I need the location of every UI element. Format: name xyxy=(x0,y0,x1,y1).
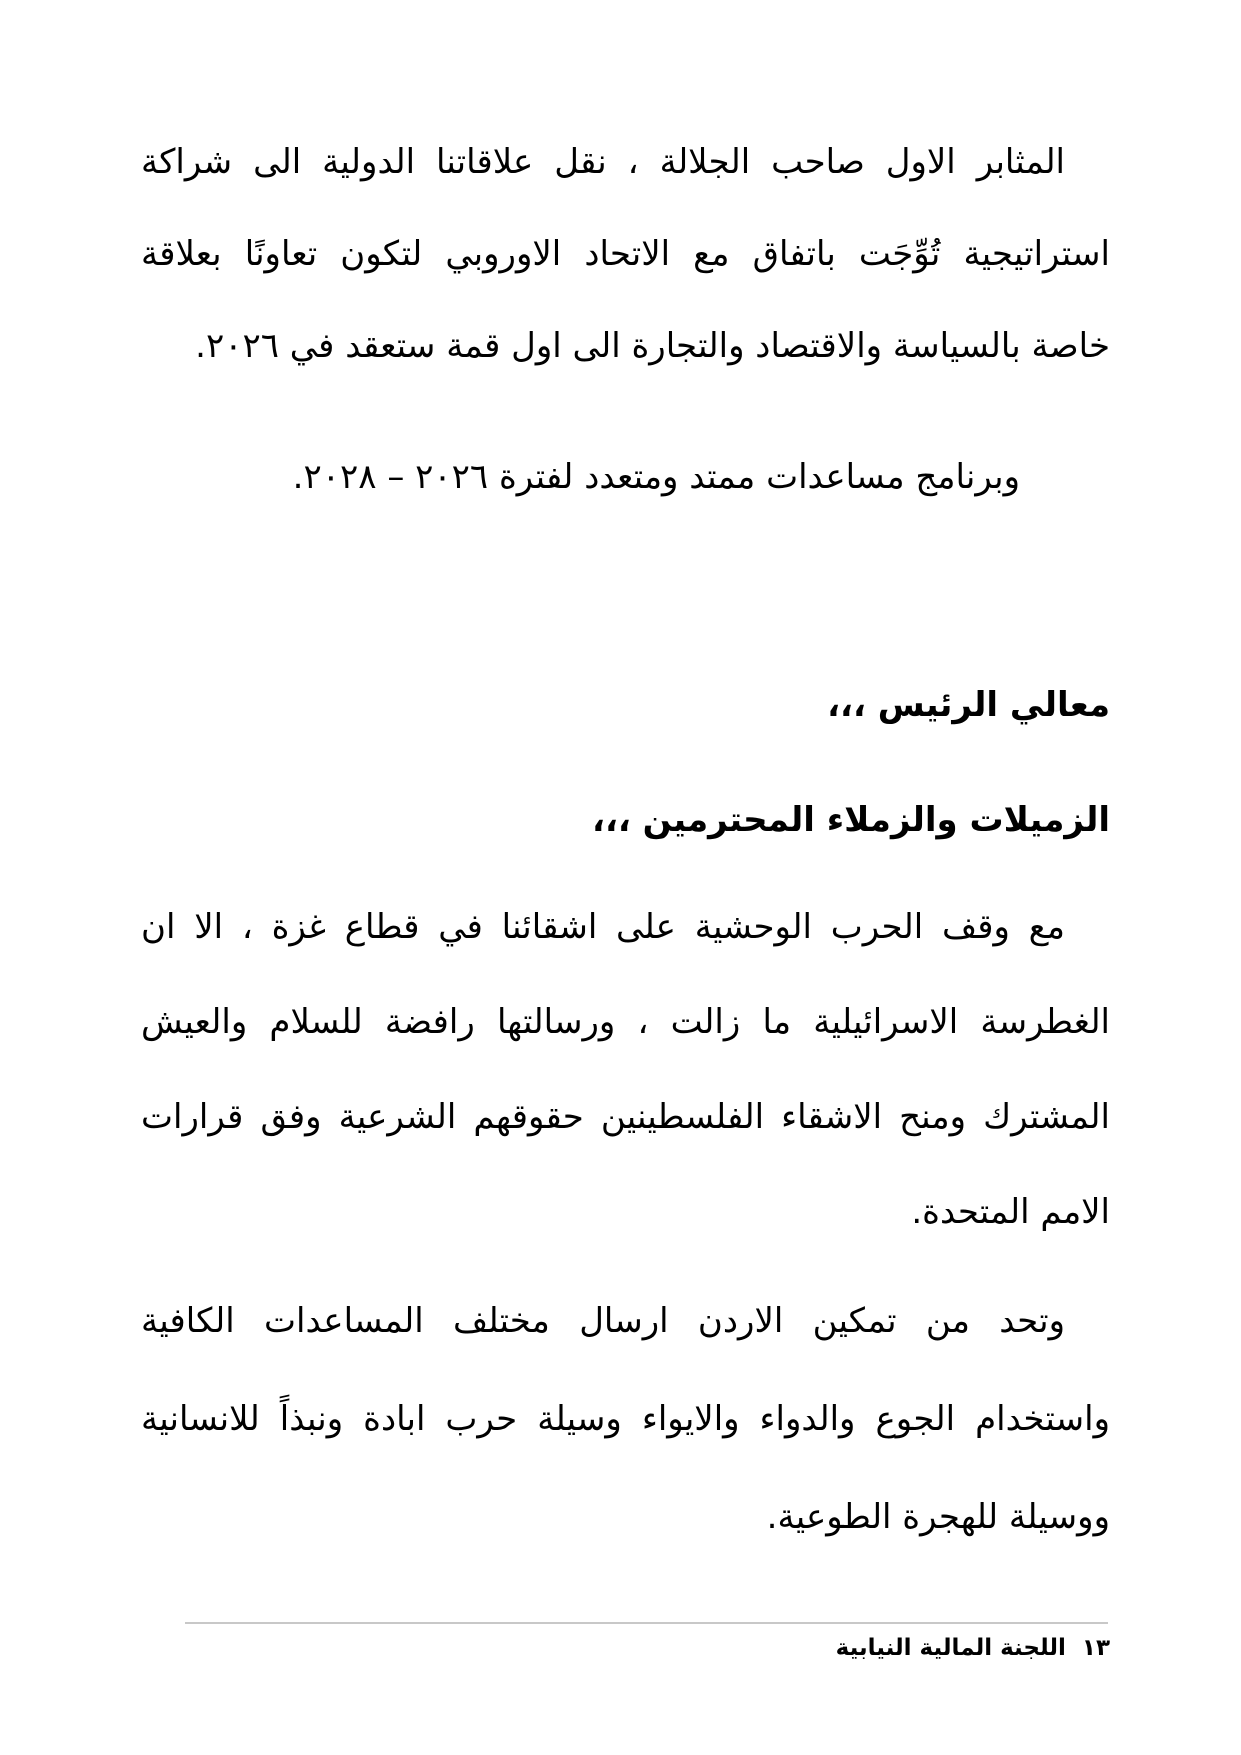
text-line: الامم المتحدة. xyxy=(911,1192,1110,1232)
heading-president: معالي الرئيس ،،، xyxy=(827,685,1110,725)
text-line: ووسيلة للهجرة الطوعية. xyxy=(766,1497,1110,1537)
page-number: ١٣ xyxy=(1081,1635,1110,1661)
footer-divider xyxy=(185,1622,1108,1624)
committee-name: اللجنة المالية النيابية xyxy=(835,1635,1066,1661)
heading-colleagues: الزميلات والزملاء المحترمين ،،، xyxy=(592,800,1110,840)
paragraph-international-relations xyxy=(141,116,1110,392)
text-line: وتحد من تمكين الاردن ارسال مختلف المساعدات الكافية xyxy=(141,1301,1065,1341)
paragraph-aid-program xyxy=(141,431,1110,523)
text-line: مع وقف الحرب الوحشية على اشقائنا في قطاع غزة ، الا ان xyxy=(141,907,1065,947)
paragraph-jordan-aid xyxy=(141,1272,1110,1566)
text-line: وبرنامج مساعدات ممتد ومتعدد لفترة ٢٠٢٦ – ٢٠٢٨. xyxy=(292,457,1020,497)
paragraph-gaza-war xyxy=(141,880,1110,1260)
text-line: المثابر الاول صاحب الجلالة ، نقل علاقاتنا الدولية الى شراكة xyxy=(141,142,1065,182)
text-line: خاصة بالسياسة والاقتصاد والتجارة الى اول قمة ستعقد في ٢٠٢٦. xyxy=(195,326,1110,366)
footer-text xyxy=(836,1626,1110,1670)
text-line: المشترك ومنح الاشقاء الفلسطينين حقوقهم الشرعية وفق قرارات xyxy=(141,1097,1110,1137)
text-line: استراتيجية تُوِّجَت باتفاق مع الاتحاد الاوروبي لتكون تعاونًا بعلاقة xyxy=(141,234,1110,274)
text-line: الغطرسة الاسرائيلية ما زالت ، ورسالتها رافضة للسلام والعيش xyxy=(141,1002,1110,1042)
text-line: واستخدام الجوع والدواء والايواء وسيلة حرب ابادة ونبذاً للانسانية xyxy=(141,1399,1110,1439)
